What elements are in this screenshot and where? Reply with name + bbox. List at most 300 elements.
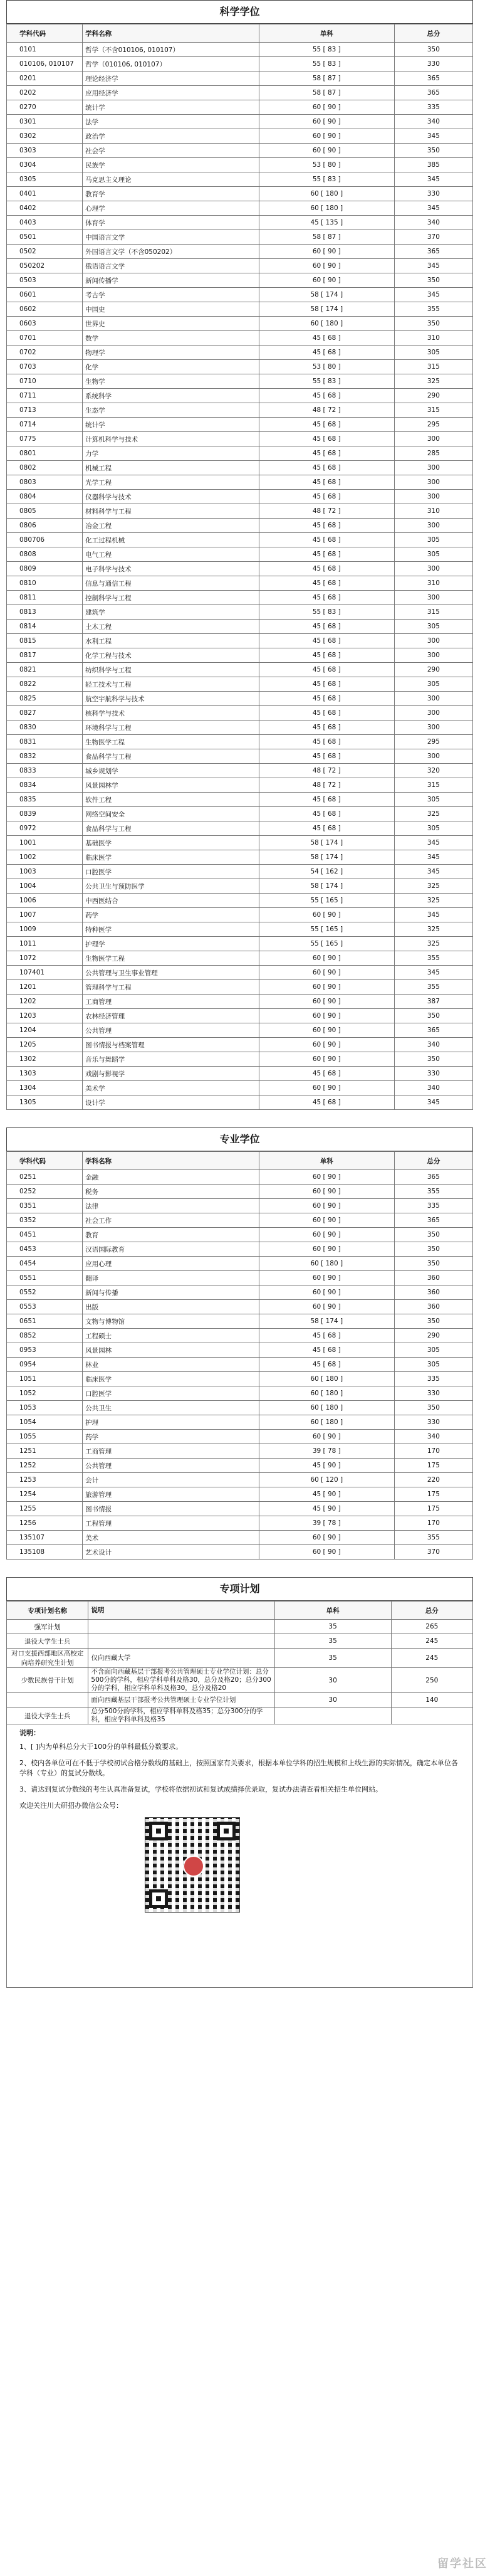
cell-total: 300 xyxy=(394,490,472,504)
cell-single: 45 [ 68 ] xyxy=(259,721,394,735)
cell-single: 60 [ 90 ] xyxy=(259,129,394,144)
cell-name: 信息与通信工程 xyxy=(83,576,259,591)
cell-single: 45 [ 68 ] xyxy=(259,706,394,721)
cell-name: 建筑学 xyxy=(83,605,259,620)
cell-name: 管理科学与工程 xyxy=(83,980,259,995)
cell-total: 345 xyxy=(394,201,472,216)
cell-code: 0453 xyxy=(7,1242,83,1257)
table-row xyxy=(7,43,473,57)
cell-code: 0710 xyxy=(7,374,83,389)
cell-total: 345 xyxy=(394,850,472,865)
cell-single: 45 [ 68 ] xyxy=(259,461,394,475)
cell-code: 0831 xyxy=(7,735,83,749)
cell-name: 航空宇航科学与技术 xyxy=(83,692,259,706)
cell-single: 58 [ 174 ] xyxy=(259,879,394,894)
cell-total: 245 xyxy=(391,1634,472,1649)
table-row xyxy=(7,317,473,331)
cell-code: 0401 xyxy=(7,187,83,201)
cell-name: 临床医学 xyxy=(83,850,259,865)
cell-single: 45 [ 68 ] xyxy=(259,677,394,692)
cell-code: 0553 xyxy=(7,1300,83,1314)
table-row xyxy=(7,1415,473,1430)
cell-total: 300 xyxy=(394,562,472,576)
cell-single: 55 [ 83 ] xyxy=(259,172,394,187)
cell-code: 0808 xyxy=(7,547,83,562)
cell-single: 60 [ 90 ] xyxy=(259,1300,394,1314)
cell-name: 水利工程 xyxy=(83,634,259,648)
cell-code: 强军计划 xyxy=(7,1620,88,1634)
cell-code: 0833 xyxy=(7,764,83,778)
cell-total: 340 xyxy=(394,1081,472,1095)
table-row xyxy=(7,1023,473,1038)
cell-total: 350 xyxy=(394,1052,472,1067)
cell-single: 45 [ 68 ] xyxy=(259,562,394,576)
cell-name: 音乐与舞蹈学 xyxy=(83,1052,259,1067)
cell-total: 365 xyxy=(394,1023,472,1038)
cell-total: 325 xyxy=(394,894,472,908)
note-item: 1、[ ]内为单科总分大于100分的单科最低分数要求。 xyxy=(19,1743,183,1751)
table-row xyxy=(7,1095,473,1110)
table-row xyxy=(7,576,473,591)
cell-single: 60 [ 90 ] xyxy=(259,980,394,995)
cell-single: 45 [ 68 ] xyxy=(259,1329,394,1343)
cell-single: 60 [ 90 ] xyxy=(259,1228,394,1242)
table-row xyxy=(7,836,473,850)
header-total: 总分 xyxy=(394,24,472,43)
cell-name: 哲学（010106, 010107） xyxy=(83,57,259,71)
cell-total: 325 xyxy=(394,374,472,389)
table-row xyxy=(7,1401,473,1415)
table-row xyxy=(7,648,473,663)
cell-code: 0835 xyxy=(7,793,83,807)
cell-total: 300 xyxy=(394,475,472,490)
cell-name: 光学工程 xyxy=(83,475,259,490)
cell-code: 对口支援西部地区高校定向培养研究生计划 xyxy=(7,1649,88,1668)
cell-name: 面向西藏基层干部报考公共管理硕士专业学位计划 xyxy=(88,1693,274,1708)
special-section-title: 专项计划 xyxy=(6,1577,473,1601)
cell-total: 170 xyxy=(394,1516,472,1531)
cell-single: 60 [ 90 ] xyxy=(259,273,394,288)
cell-single: 39 [ 78 ] xyxy=(259,1444,394,1459)
cell-name: 纺织科学与工程 xyxy=(83,663,259,677)
cell-single: 60 [ 90 ] xyxy=(259,100,394,115)
cell-total: 305 xyxy=(394,1343,472,1358)
table-row xyxy=(7,418,473,432)
table-row xyxy=(7,461,473,475)
table-row xyxy=(7,1081,473,1095)
cell-name: 环境科学与工程 xyxy=(83,721,259,735)
cell-name: 林业 xyxy=(83,1358,259,1372)
cell-single: 60 [ 90 ] xyxy=(259,1430,394,1444)
cell-single: 45 [ 90 ] xyxy=(259,1459,394,1473)
note-item: 3、请达到复试分数线的考生认真准备复试，学校将依据初试和复试成绩择优录取，复试办法请查看相关招生单位网站。 xyxy=(19,1785,382,1793)
cell-single: 58 [ 87 ] xyxy=(259,230,394,245)
cell-total: 305 xyxy=(394,821,472,836)
header-plan-name: 专项计划名称 xyxy=(7,1602,88,1620)
cell-total: 345 xyxy=(394,288,472,302)
cell-single: 30 xyxy=(274,1668,391,1693)
cell-single: 45 [ 68 ] xyxy=(259,547,394,562)
cell-name: 土木工程 xyxy=(83,620,259,634)
cell-name: 生物学 xyxy=(83,374,259,389)
cell-single: 45 [ 68 ] xyxy=(259,490,394,504)
table-row xyxy=(7,1634,473,1649)
cell-code: 0813 xyxy=(7,605,83,620)
cell-single: 55 [ 83 ] xyxy=(259,57,394,71)
cell-single: 60 [ 90 ] xyxy=(259,1531,394,1545)
cell-single: 45 [ 68 ] xyxy=(259,389,394,403)
cell-name: 应用经济学 xyxy=(83,86,259,100)
table-row xyxy=(7,591,473,605)
table-row xyxy=(7,519,473,533)
table-row xyxy=(7,1668,473,1693)
cell-single: 55 [ 165 ] xyxy=(259,922,394,937)
cell-name: 金融 xyxy=(83,1170,259,1185)
cell-total: 315 xyxy=(394,605,472,620)
table-row xyxy=(7,1228,473,1242)
cell-name: 系统科学 xyxy=(83,389,259,403)
table-row xyxy=(7,1649,473,1668)
cell-name: 机械工程 xyxy=(83,461,259,475)
table-row xyxy=(7,346,473,360)
cell-code: 107401 xyxy=(7,966,83,980)
cell-code: 0834 xyxy=(7,778,83,793)
cell-single: 60 [ 120 ] xyxy=(259,1473,394,1487)
cell-name: 生态学 xyxy=(83,403,259,418)
header-code: 学科代码 xyxy=(7,1152,83,1170)
cell-single: 30 xyxy=(274,1693,391,1708)
table-row xyxy=(7,605,473,620)
academic-section-title: 科学学位 xyxy=(6,0,473,24)
cell-total: 365 xyxy=(394,86,472,100)
table-row xyxy=(7,1067,473,1081)
cell-name: 数学 xyxy=(83,331,259,346)
cell-single: 45 [ 68 ] xyxy=(259,692,394,706)
cell-total: 345 xyxy=(394,836,472,850)
cell-name: 公共管理 xyxy=(83,1459,259,1473)
cell-code: 0711 xyxy=(7,389,83,403)
cell-total: 360 xyxy=(394,1285,472,1300)
cell-name: 药学 xyxy=(83,908,259,922)
note-item: 欢迎关注川大研招办微信公众号： xyxy=(19,1802,123,1810)
cell-code: 1003 xyxy=(7,865,83,879)
cell-code: 1302 xyxy=(7,1052,83,1067)
table-row xyxy=(7,721,473,735)
cell-code: 0972 xyxy=(7,821,83,836)
cell-total: 175 xyxy=(394,1459,472,1473)
cell-total: 340 xyxy=(394,216,472,230)
cell-name: 政治学 xyxy=(83,129,259,144)
cell-total: 300 xyxy=(394,692,472,706)
cell-single: 45 [ 68 ] xyxy=(259,331,394,346)
cell-single: 60 [ 90 ] xyxy=(259,1213,394,1228)
cell-code: 0822 xyxy=(7,677,83,692)
cell-single: 45 [ 68 ] xyxy=(259,735,394,749)
cell-name: 仅向西藏大学 xyxy=(88,1649,274,1668)
cell-name: 美术学 xyxy=(83,1081,259,1095)
cell-code: 0503 xyxy=(7,273,83,288)
table-row xyxy=(7,1199,473,1213)
cell-code: 1304 xyxy=(7,1081,83,1095)
cell-single: 58 [ 174 ] xyxy=(259,1314,394,1329)
cell-single: 45 [ 68 ] xyxy=(259,446,394,461)
note-item: 2、校内各单位可在不低于学校初试合格分数线的基础上，按照国家有关要求，根据本单位学科的招生规模和上线生源的实际情况，确定本单位各学科（专业）的复试分数线。 xyxy=(19,1759,458,1777)
cell-name: 药学 xyxy=(83,1430,259,1444)
cell-single: 35 xyxy=(274,1620,391,1634)
cell-name: 生物医学工程 xyxy=(83,735,259,749)
table-row xyxy=(7,764,473,778)
header-total: 总分 xyxy=(391,1602,472,1620)
table-row xyxy=(7,879,473,894)
table-row xyxy=(7,735,473,749)
cell-total: 350 xyxy=(394,43,472,57)
table-row xyxy=(7,778,473,793)
table-row xyxy=(7,793,473,807)
cell-name: 马克思主义理论 xyxy=(83,172,259,187)
cell-single: 45 [ 68 ] xyxy=(259,648,394,663)
table-row xyxy=(7,663,473,677)
cell-single: 48 [ 72 ] xyxy=(259,504,394,519)
cell-name: 公共管理 xyxy=(83,1023,259,1038)
cell-total: 365 xyxy=(394,1213,472,1228)
cell-single: 58 [ 87 ] xyxy=(259,71,394,86)
cell-code: 080706 xyxy=(7,533,83,547)
cell-total: 345 xyxy=(394,172,472,187)
cell-name: 核科学与技术 xyxy=(83,706,259,721)
special-table xyxy=(6,1601,473,1724)
cell-single: 45 [ 68 ] xyxy=(259,432,394,446)
table-row xyxy=(7,951,473,966)
cell-single: 45 [ 68 ] xyxy=(259,1095,394,1110)
table-row xyxy=(7,1271,473,1285)
table-row xyxy=(7,865,473,879)
table-row xyxy=(7,1038,473,1052)
cell-total: 350 xyxy=(394,1242,472,1257)
cell-code: 0805 xyxy=(7,504,83,519)
table-row xyxy=(7,1516,473,1531)
cell-code: 0201 xyxy=(7,71,83,86)
cell-name: 工商管理 xyxy=(83,995,259,1009)
wechat-qr-code[interactable] xyxy=(145,1817,240,1913)
cell-name: 网络空间安全 xyxy=(83,807,259,821)
table-row xyxy=(7,937,473,951)
cell-name: 教育学 xyxy=(83,187,259,201)
cell-total: 305 xyxy=(394,346,472,360)
table-row xyxy=(7,1473,473,1487)
table-row xyxy=(7,821,473,836)
cell-total: 265 xyxy=(391,1620,472,1634)
cell-single: 60 [ 90 ] xyxy=(259,1052,394,1067)
cell-total: 355 xyxy=(394,951,472,966)
cell-single: 45 [ 68 ] xyxy=(259,620,394,634)
cell-code: 1051 xyxy=(7,1372,83,1386)
cell-code: 1201 xyxy=(7,980,83,995)
cell-code: 0451 xyxy=(7,1228,83,1242)
cell-total: 300 xyxy=(394,432,472,446)
cell-name: 食品科学与工程 xyxy=(83,749,259,764)
cell-total: 290 xyxy=(394,389,472,403)
cell-code: 1002 xyxy=(7,850,83,865)
cell-name: 俄语语言文学 xyxy=(83,259,259,273)
cell-single: 45 [ 68 ] xyxy=(259,807,394,821)
table-row xyxy=(7,1314,473,1329)
cell-total: 350 xyxy=(394,1009,472,1023)
cell-total: 170 xyxy=(394,1444,472,1459)
table-row xyxy=(7,1257,473,1271)
cell-total: 220 xyxy=(394,1473,472,1487)
cell-single: 45 [ 68 ] xyxy=(259,346,394,360)
cell-name: 翻译 xyxy=(83,1271,259,1285)
cell-name: 风景园林 xyxy=(83,1343,259,1358)
cell-name: 中西医结合 xyxy=(83,894,259,908)
cell-total: 305 xyxy=(394,620,472,634)
cell-total: 315 xyxy=(394,360,472,374)
cell-total: 325 xyxy=(394,937,472,951)
cell-code: 0303 xyxy=(7,144,83,158)
cell-name: 美术 xyxy=(83,1531,259,1545)
cell-name: 法学 xyxy=(83,115,259,129)
table-row xyxy=(7,1009,473,1023)
cell-code: 0252 xyxy=(7,1185,83,1199)
table-row xyxy=(7,71,473,86)
cell-code: 退役大学生士兵 xyxy=(7,1634,88,1649)
cell-total: 335 xyxy=(394,100,472,115)
cell-name: 特种医学 xyxy=(83,922,259,937)
cell-code: 0852 xyxy=(7,1329,83,1343)
cell-total: 385 xyxy=(394,158,472,172)
table-row xyxy=(7,1386,473,1401)
cell-code: 010106, 010107 xyxy=(7,57,83,71)
cell-code: 1053 xyxy=(7,1401,83,1415)
cell-code: 0803 xyxy=(7,475,83,490)
table-row xyxy=(7,1708,473,1724)
cell-single: 60 [ 90 ] xyxy=(259,1009,394,1023)
cell-single: 45 [ 68 ] xyxy=(259,591,394,605)
table-row xyxy=(7,446,473,461)
cell-name: 城乡规划学 xyxy=(83,764,259,778)
cell-name: 基础医学 xyxy=(83,836,259,850)
table-row xyxy=(7,1170,473,1185)
cell-total: 310 xyxy=(394,576,472,591)
cell-code: 0403 xyxy=(7,216,83,230)
cell-code: 1009 xyxy=(7,922,83,937)
cell-code: 0502 xyxy=(7,245,83,259)
table-row xyxy=(7,273,473,288)
table-row xyxy=(7,504,473,519)
cell-code: 0601 xyxy=(7,288,83,302)
cell-code: 0703 xyxy=(7,360,83,374)
cell-code: 1205 xyxy=(7,1038,83,1052)
table-row xyxy=(7,245,473,259)
cell-single: 58 [ 174 ] xyxy=(259,302,394,317)
table-row xyxy=(7,807,473,821)
cell-total: 340 xyxy=(394,1038,472,1052)
header-single: 单科 xyxy=(259,24,394,43)
table-row xyxy=(7,1487,473,1502)
cell-code: 1251 xyxy=(7,1444,83,1459)
cell-name: 统计学 xyxy=(83,100,259,115)
cell-single xyxy=(274,1708,391,1724)
cell-total: 330 xyxy=(394,1386,472,1401)
notes-block xyxy=(6,1724,473,1988)
cell-code: 1004 xyxy=(7,879,83,894)
table-row xyxy=(7,288,473,302)
cell-single: 53 [ 80 ] xyxy=(259,360,394,374)
cell-code: 0815 xyxy=(7,634,83,648)
cell-total: 350 xyxy=(394,317,472,331)
table-row xyxy=(7,115,473,129)
cell-single: 45 [ 68 ] xyxy=(259,1358,394,1372)
cell-total: 300 xyxy=(394,749,472,764)
cell-total: 387 xyxy=(394,995,472,1009)
cell-code: 0551 xyxy=(7,1271,83,1285)
cell-name: 文物与博物馆 xyxy=(83,1314,259,1329)
cell-code: 0814 xyxy=(7,620,83,634)
table-row xyxy=(7,1052,473,1067)
cell-name: 物理学 xyxy=(83,346,259,360)
cell-name: 哲学（不含010106, 010107） xyxy=(83,43,259,57)
cell-single: 60 [ 180 ] xyxy=(259,1386,394,1401)
cell-code: 1202 xyxy=(7,995,83,1009)
cell-code: 0301 xyxy=(7,115,83,129)
cell-total: 355 xyxy=(394,1185,472,1199)
cell-code: 1007 xyxy=(7,908,83,922)
cell-code: 0501 xyxy=(7,230,83,245)
cell-single: 45 [ 68 ] xyxy=(259,1343,394,1358)
cell-single: 45 [ 90 ] xyxy=(259,1502,394,1516)
cell-name: 中国语言文学 xyxy=(83,230,259,245)
cell-single: 45 [ 68 ] xyxy=(259,749,394,764)
table-row xyxy=(7,389,473,403)
cell-name: 冶金工程 xyxy=(83,519,259,533)
cell-name: 工程硕士 xyxy=(83,1329,259,1343)
table-row xyxy=(7,547,473,562)
cell-single: 60 [ 90 ] xyxy=(259,1199,394,1213)
cell-name: 总分500分的学科，相应学科单科及格35；总分300分的学科，相应学科单科及格35 xyxy=(88,1708,274,1724)
cell-name: 出版 xyxy=(83,1300,259,1314)
cell-total: 300 xyxy=(394,648,472,663)
cell-code: 1256 xyxy=(7,1516,83,1531)
cell-name: 中国史 xyxy=(83,302,259,317)
cell-single: 60 [ 180 ] xyxy=(259,317,394,331)
cell-code: 0454 xyxy=(7,1257,83,1271)
table-row xyxy=(7,850,473,865)
cell-single: 45 [ 68 ] xyxy=(259,821,394,836)
cell-name: 软件工程 xyxy=(83,793,259,807)
table-row xyxy=(7,1459,473,1473)
cell-code: 1006 xyxy=(7,894,83,908)
cell-name: 仪器科学与技术 xyxy=(83,490,259,504)
cell-name: 口腔医学 xyxy=(83,1386,259,1401)
cell-total: 345 xyxy=(394,1095,472,1110)
table-row xyxy=(7,620,473,634)
cell-total: 310 xyxy=(394,504,472,519)
cell-total: 295 xyxy=(394,418,472,432)
cell-name: 电气工程 xyxy=(83,547,259,562)
cell-name: 护理学 xyxy=(83,937,259,951)
cell-single: 45 [ 68 ] xyxy=(259,475,394,490)
table-row xyxy=(7,1502,473,1516)
cell-code: 135108 xyxy=(7,1545,83,1560)
table-row xyxy=(7,374,473,389)
cell-total: 350 xyxy=(394,1314,472,1329)
cell-code: 0352 xyxy=(7,1213,83,1228)
cell-name: 公共管理与卫生事业管理 xyxy=(83,966,259,980)
cell-name: 艺术设计 xyxy=(83,1545,259,1560)
cell-code: 0251 xyxy=(7,1170,83,1185)
cell-single: 45 [ 68 ] xyxy=(259,634,394,648)
cell-code: 0270 xyxy=(7,100,83,115)
